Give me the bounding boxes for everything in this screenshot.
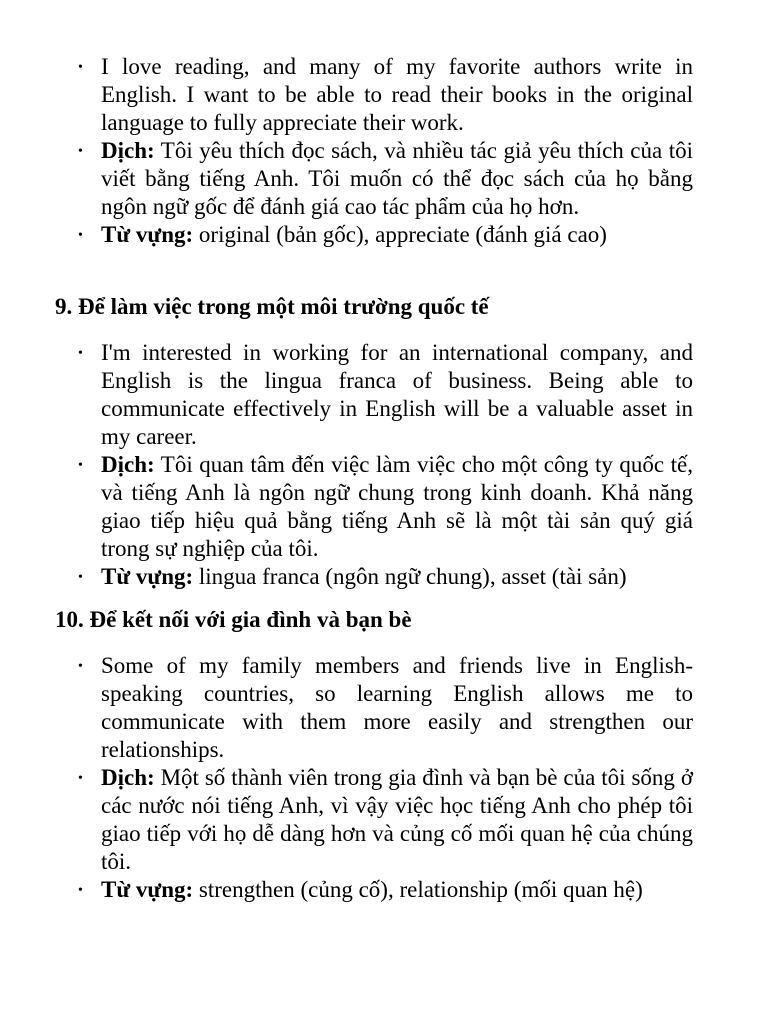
english-sentence: I'm interested in working for an international company, and English is the lingua franca of business. Being able to communicate effectively in English will be a valuable asset in my career. xyxy=(101,340,693,449)
list-item xyxy=(78,876,693,904)
section-10-heading: 10. Để kết nối với gia đình và bạn bè xyxy=(55,607,412,632)
section-9-heading: 9. Để làm việc trong một môi trường quốc tế xyxy=(55,294,489,319)
translation-label: Dịch: xyxy=(101,765,155,790)
vocabulary-text: lingua franca (ngôn ngữ chung), asset (tài sản) xyxy=(193,564,627,589)
vocabulary-label: Từ vựng: xyxy=(101,564,194,589)
translation-label: Dịch: xyxy=(101,452,155,477)
bullet-icon: • xyxy=(78,570,83,585)
translation-label: Dịch: xyxy=(101,138,155,163)
bullet-icon: • xyxy=(78,228,83,243)
list-item xyxy=(78,764,693,876)
vocabulary-text: original (bản gốc), appreciate (đánh giá cao) xyxy=(193,222,607,247)
section-8-bullet-list xyxy=(78,53,693,249)
section-9-bullet-list xyxy=(78,339,693,591)
list-item xyxy=(78,221,693,249)
translation-text: Tôi yêu thích đọc sách, và nhiều tác giả yêu thích của tôi viết bằng tiếng Anh. Tôi muốn có thể đọc sách của họ bằng ngôn ngữ gốc để đánh giá cao tác phẩm của họ hơn. xyxy=(101,138,693,219)
vocabulary-label: Từ vựng: xyxy=(101,877,194,902)
bullet-icon: • xyxy=(78,771,83,786)
bullet-icon: • xyxy=(78,144,83,159)
list-item xyxy=(78,563,693,591)
list-item xyxy=(78,339,693,451)
bullet-icon: • xyxy=(78,883,83,898)
english-sentence: I love reading, and many of my favorite authors write in English. I want to be able to read their books in the original language to fully appreciate their work. xyxy=(101,54,693,135)
list-item xyxy=(78,53,693,137)
list-item xyxy=(78,451,693,563)
bullet-icon: • xyxy=(78,346,83,361)
translation-text: Một số thành viên trong gia đình và bạn bè của tôi sống ở các nước nói tiếng Anh, vì vậy việc học tiếng Anh cho phép tôi giao tiếp với họ dễ dàng hơn và củng cố mối quan hệ của chúng tôi. xyxy=(101,765,693,874)
section-10-bullet-list xyxy=(78,652,693,904)
list-item xyxy=(78,137,693,221)
bullet-icon: • xyxy=(78,60,83,75)
vocabulary-label: Từ vựng: xyxy=(101,222,194,247)
bullet-icon: • xyxy=(78,458,83,473)
list-item xyxy=(78,652,693,764)
english-sentence: Some of my family members and friends live in English-speaking countries, so learning English allows me to communicate with them more easily and strengthen our relationships. xyxy=(101,653,693,762)
translation-text: Tôi quan tâm đến việc làm việc cho một công ty quốc tế, và tiếng Anh là ngôn ngữ chung trong kinh doanh. Khả năng giao tiếp hiệu quả bằng tiếng Anh sẽ là một tài sản quý giá trong sự nghiệp của tôi. xyxy=(101,452,693,561)
bullet-icon: • xyxy=(78,659,83,674)
vocabulary-text: strengthen (củng cố), relationship (mối quan hệ) xyxy=(193,877,643,902)
